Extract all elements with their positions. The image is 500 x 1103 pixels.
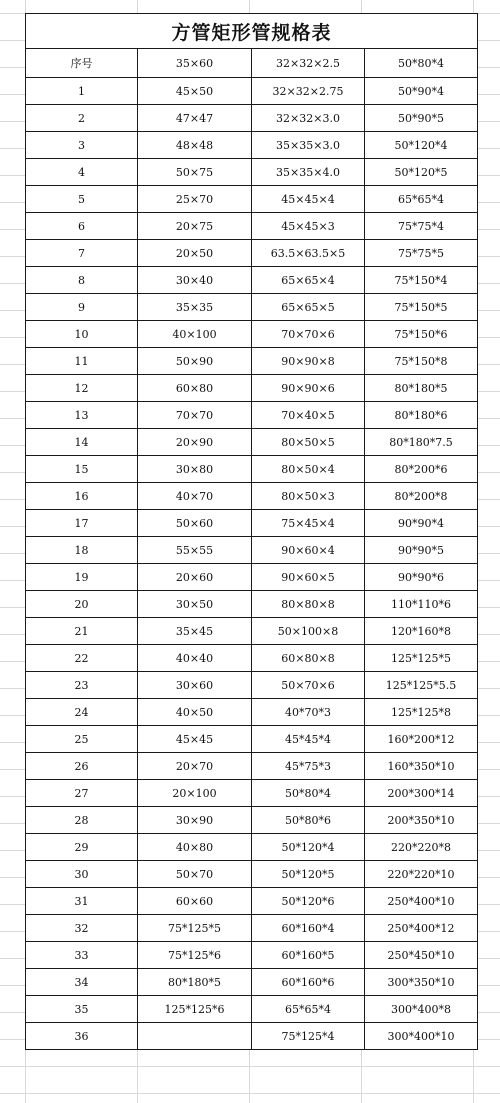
cell[interactable]: 35×35×4.0 [252, 159, 365, 186]
cell[interactable]: 27 [26, 780, 138, 807]
cell[interactable]: 75*150*8 [365, 348, 478, 375]
cell[interactable]: 序号 [26, 49, 138, 78]
cell[interactable]: 23 [26, 672, 138, 699]
table-row [26, 969, 478, 996]
cell[interactable]: 300*400*8 [365, 996, 478, 1023]
cell[interactable]: 125*125*8 [365, 699, 478, 726]
cell[interactable]: 65×65×4 [252, 267, 365, 294]
cell[interactable]: 50*120*6 [252, 888, 365, 915]
table-row [26, 321, 478, 348]
table-row [26, 726, 478, 753]
cell[interactable]: 3 [26, 132, 138, 159]
cell[interactable]: 60*160*6 [252, 969, 365, 996]
cell[interactable]: 80×80×8 [252, 591, 365, 618]
cell[interactable]: 75*125*4 [252, 1023, 365, 1050]
cell[interactable]: 75*75*5 [365, 240, 478, 267]
cell[interactable]: 200*300*14 [365, 780, 478, 807]
cell[interactable]: 50×75 [138, 159, 252, 186]
cell[interactable]: 75*75*4 [365, 213, 478, 240]
cell[interactable]: 40×70 [138, 483, 252, 510]
cell[interactable]: 80*200*8 [365, 483, 478, 510]
table-row [26, 834, 478, 861]
cell[interactable]: 20×90 [138, 429, 252, 456]
table-title[interactable]: 方管矩形管规格表 [26, 14, 478, 49]
cell[interactable]: 20×70 [138, 753, 252, 780]
cell[interactable]: 300*400*10 [365, 1023, 478, 1050]
cell[interactable]: 90×90×6 [252, 375, 365, 402]
cell[interactable]: 45×45×3 [252, 213, 365, 240]
cell[interactable]: 26 [26, 753, 138, 780]
table-row [26, 537, 478, 564]
cell[interactable]: 160*200*12 [365, 726, 478, 753]
cell[interactable]: 125*125*5 [365, 645, 478, 672]
cell[interactable]: 80*180*5 [138, 969, 252, 996]
cell[interactable]: 35 [26, 996, 138, 1023]
table-row [26, 510, 478, 537]
cell[interactable]: 75×45×4 [252, 510, 365, 537]
table-row [26, 132, 478, 159]
cell[interactable]: 28 [26, 807, 138, 834]
cell[interactable]: 125*125*6 [138, 996, 252, 1023]
cell[interactable]: 35×60 [138, 49, 252, 78]
title-row [26, 14, 478, 49]
cell[interactable]: 20×60 [138, 564, 252, 591]
cell[interactable]: 50*90*5 [365, 105, 478, 132]
table-row [26, 240, 478, 267]
table-row [26, 456, 478, 483]
cell[interactable]: 110*110*6 [365, 591, 478, 618]
cell[interactable]: 90*90*5 [365, 537, 478, 564]
cell[interactable]: 220*220*8 [365, 834, 478, 861]
cell[interactable]: 40*70*3 [252, 699, 365, 726]
table-row [26, 213, 478, 240]
cell[interactable]: 19 [26, 564, 138, 591]
cell[interactable]: 30×80 [138, 456, 252, 483]
cell[interactable]: 65×65×5 [252, 294, 365, 321]
cell[interactable]: 60×80 [138, 375, 252, 402]
table-row [26, 807, 478, 834]
cell[interactable]: 50*80*6 [252, 807, 365, 834]
table-row [26, 78, 478, 105]
table-row [26, 861, 478, 888]
cell[interactable]: 90*90*4 [365, 510, 478, 537]
cell[interactable]: 80×50×5 [252, 429, 365, 456]
cell[interactable]: 20 [26, 591, 138, 618]
cell[interactable]: 45×45×4 [252, 186, 365, 213]
cell[interactable]: 80*200*6 [365, 456, 478, 483]
table-row [26, 564, 478, 591]
cell[interactable]: 25 [26, 726, 138, 753]
cell[interactable]: 36 [26, 1023, 138, 1050]
table-row [26, 1023, 478, 1050]
cell[interactable]: 220*220*10 [365, 861, 478, 888]
cell[interactable]: 75*150*5 [365, 294, 478, 321]
cell[interactable]: 48×48 [138, 132, 252, 159]
cell[interactable]: 40×80 [138, 834, 252, 861]
cell[interactable]: 70×70 [138, 402, 252, 429]
table-row [26, 753, 478, 780]
cell[interactable]: 80×50×3 [252, 483, 365, 510]
cell[interactable]: 90×60×5 [252, 564, 365, 591]
cell[interactable]: 300*350*10 [365, 969, 478, 996]
cell[interactable]: 17 [26, 510, 138, 537]
cell[interactable]: 160*350*10 [365, 753, 478, 780]
cell[interactable]: 32 [26, 915, 138, 942]
cell[interactable]: 50*120*4 [365, 132, 478, 159]
cell[interactable]: 14 [26, 429, 138, 456]
table-row [26, 618, 478, 645]
cell[interactable]: 30×50 [138, 591, 252, 618]
cell[interactable]: 80×50×4 [252, 456, 365, 483]
cell[interactable]: 35×45 [138, 618, 252, 645]
cell[interactable]: 50*90*4 [365, 78, 478, 105]
table-row [26, 915, 478, 942]
table-row [26, 267, 478, 294]
cell[interactable]: 200*350*10 [365, 807, 478, 834]
cell[interactable]: 35×35×3.0 [252, 132, 365, 159]
cell[interactable]: 15 [26, 456, 138, 483]
cell[interactable]: 8 [26, 267, 138, 294]
cell[interactable]: 16 [26, 483, 138, 510]
cell[interactable]: 70×40×5 [252, 402, 365, 429]
spec-table [25, 13, 478, 1050]
cell[interactable]: 7 [26, 240, 138, 267]
cell[interactable]: 50×90 [138, 348, 252, 375]
cell[interactable]: 30 [26, 861, 138, 888]
cell[interactable]: 75*150*6 [365, 321, 478, 348]
cell[interactable]: 30×40 [138, 267, 252, 294]
cell[interactable]: 30×90 [138, 807, 252, 834]
cell[interactable]: 13 [26, 402, 138, 429]
cell[interactable]: 20×100 [138, 780, 252, 807]
cell[interactable]: 21 [26, 618, 138, 645]
cell[interactable]: 45×45 [138, 726, 252, 753]
cell[interactable]: 5 [26, 186, 138, 213]
cell[interactable]: 250*400*10 [365, 888, 478, 915]
cell[interactable]: 40×50 [138, 699, 252, 726]
table-row [26, 429, 478, 456]
cell[interactable]: 125*125*5.5 [365, 672, 478, 699]
cell[interactable]: 25×70 [138, 186, 252, 213]
cell[interactable]: 60*160*5 [252, 942, 365, 969]
cell[interactable]: 45×50 [138, 78, 252, 105]
cell[interactable]: 31 [26, 888, 138, 915]
cell[interactable]: 33 [26, 942, 138, 969]
cell[interactable]: 90×60×4 [252, 537, 365, 564]
table-row [26, 942, 478, 969]
cell[interactable]: 2 [26, 105, 138, 132]
cell[interactable]: 90×90×8 [252, 348, 365, 375]
cell[interactable]: 9 [26, 294, 138, 321]
cell[interactable]: 40×100 [138, 321, 252, 348]
cell[interactable]: 75*150*4 [365, 267, 478, 294]
table-row [26, 672, 478, 699]
table-row [26, 402, 478, 429]
cell[interactable]: 250*450*10 [365, 942, 478, 969]
cell[interactable]: 75*125*5 [138, 915, 252, 942]
table-row [26, 483, 478, 510]
cell[interactable]: 47×47 [138, 105, 252, 132]
cell[interactable]: 60*160*4 [252, 915, 365, 942]
table-body [26, 49, 478, 1050]
cell[interactable]: 18 [26, 537, 138, 564]
cell[interactable]: 120*160*8 [365, 618, 478, 645]
cell[interactable]: 22 [26, 645, 138, 672]
cell[interactable]: 32×32×2.75 [252, 78, 365, 105]
cell[interactable]: 50*120*5 [365, 159, 478, 186]
table-row [26, 996, 478, 1023]
table-row [26, 294, 478, 321]
cell[interactable]: 63.5×63.5×5 [252, 240, 365, 267]
cell[interactable]: 50×70 [138, 861, 252, 888]
cell[interactable]: 6 [26, 213, 138, 240]
cell[interactable]: 32×32×3.0 [252, 105, 365, 132]
cell[interactable]: 34 [26, 969, 138, 996]
cell[interactable]: 45*75*3 [252, 753, 365, 780]
table-row [26, 645, 478, 672]
cell[interactable]: 50×60 [138, 510, 252, 537]
cell[interactable]: 11 [26, 348, 138, 375]
header-row [26, 49, 478, 78]
table-row [26, 699, 478, 726]
cell[interactable]: 40×40 [138, 645, 252, 672]
cell[interactable]: 75*125*6 [138, 942, 252, 969]
cell[interactable]: 20×50 [138, 240, 252, 267]
cell[interactable]: 12 [26, 375, 138, 402]
cell[interactable]: 80*180*5 [365, 375, 478, 402]
cell[interactable]: 1 [26, 78, 138, 105]
cell[interactable]: 50*80*4 [252, 780, 365, 807]
cell[interactable]: 80*180*6 [365, 402, 478, 429]
cell[interactable]: 29 [26, 834, 138, 861]
table-row [26, 105, 478, 132]
cell[interactable]: 10 [26, 321, 138, 348]
cell[interactable]: 60×80×8 [252, 645, 365, 672]
cell[interactable]: 90*90*6 [365, 564, 478, 591]
cell[interactable]: 80*180*7.5 [365, 429, 478, 456]
table-row [26, 348, 478, 375]
cell[interactable]: 50*120*4 [252, 834, 365, 861]
cell[interactable]: 35×35 [138, 294, 252, 321]
cell[interactable]: 45*45*4 [252, 726, 365, 753]
table-row [26, 375, 478, 402]
cell[interactable] [138, 1023, 252, 1050]
cell[interactable]: 60×60 [138, 888, 252, 915]
cell[interactable]: 70×70×6 [252, 321, 365, 348]
cell[interactable]: 65*65*4 [252, 996, 365, 1023]
cell[interactable]: 65*65*4 [365, 186, 478, 213]
cell[interactable]: 4 [26, 159, 138, 186]
cell[interactable]: 50*80*4 [365, 49, 478, 78]
cell[interactable]: 50×70×6 [252, 672, 365, 699]
cell[interactable]: 32×32×2.5 [252, 49, 365, 78]
table-row [26, 159, 478, 186]
table-row [26, 780, 478, 807]
cell[interactable]: 24 [26, 699, 138, 726]
cell[interactable]: 20×75 [138, 213, 252, 240]
cell[interactable]: 250*400*12 [365, 915, 478, 942]
cell[interactable]: 50*120*5 [252, 861, 365, 888]
table-row [26, 186, 478, 213]
cell[interactable]: 55×55 [138, 537, 252, 564]
cell[interactable]: 30×60 [138, 672, 252, 699]
cell[interactable]: 50×100×8 [252, 618, 365, 645]
table-row [26, 591, 478, 618]
table-row [26, 888, 478, 915]
